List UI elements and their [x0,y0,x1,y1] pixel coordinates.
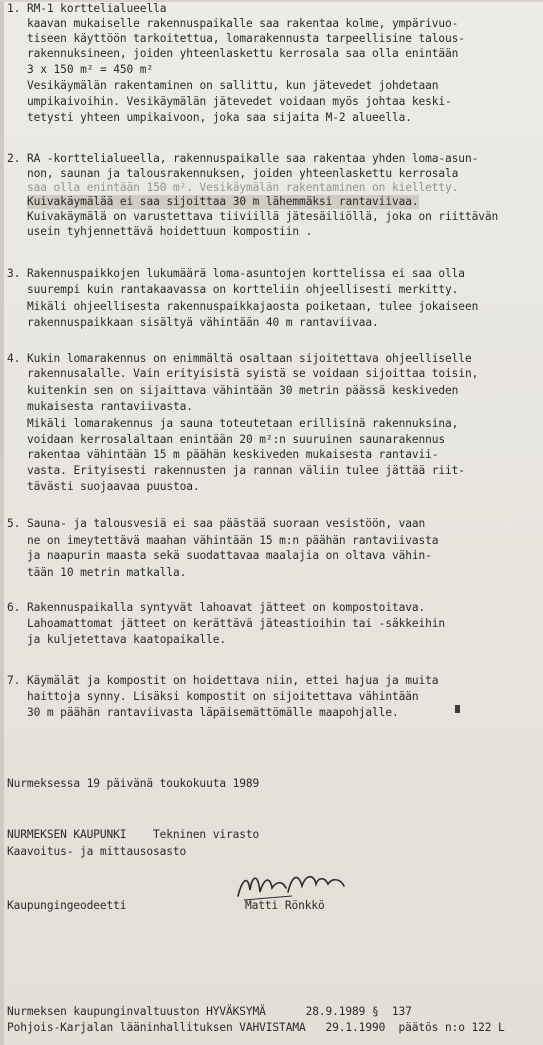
section-line: Mikäli lomarakennus ja sauna toteutetaan erillisinä rakennuksina, [27,417,459,430]
section-number: 3. [7,267,21,280]
section-line: ja kuljetettava kaatopaikalle. [27,633,227,646]
section-number: 6. [7,601,21,614]
section-line: Sauna- ja talousvesiä ei saa päästää suoraan vesistöön, vaan [27,517,426,530]
section-number: 2. [7,152,21,165]
section-line: ne on imeytettävä maahan vähintään 15 m:n päähän rantaviivasta [27,534,439,547]
section-line: ja naapurin maasta sekä suodattavaa maalajia on oltava vähin- [27,549,432,562]
section-line: tävästi suojaavaa puustoa. [27,480,200,493]
section-number: 4. [7,352,21,365]
section-line: Kuivakäymälä on varustettava tiiviillä jätesäiliöllä, joka on riittävän [27,210,499,223]
section-line: rakentaa vähintään 15 m päähän keskiveden mukaisesta rantavii- [27,448,439,461]
section-line: Rakennuspaikkojen lukumäärä loma-asuntojen korttelissa ei saa olla [27,267,465,280]
section-line: tetysti yhteen umpikaivoon, joka saa sijaita M-2 alueella. [27,111,412,124]
section-line: usein tyhjennettävä hoidettuun kompostiin . [27,225,313,238]
section-line: Rakennuspaikalla syntyvät lahoavat jätteet on kompostoitava. [27,601,426,614]
section-line: 30 m päähän rantaviivasta läpäisemättömälle maapohjalle. [27,706,399,719]
section-line: voidaan kerrosalaltaan enintään 20 m²:n suuruinen saunarakennus [27,433,446,446]
scan-edge-left [0,0,4,1045]
ink-mark [455,705,460,713]
section-line: Lahoamattomat jätteet on kerättävä jäteastioihin tai -säkkeihin [27,617,446,630]
section-line: suurempi kuin rantakaavassa on kortteliin ohjeellisesti merkitty. [27,283,459,296]
department-line: Kaavoitus- ja mittausosasto [7,845,187,858]
organization-line: NURMEKSEN KAUPUNKI Tekninen virasto [7,828,260,841]
section-number: 5. [7,517,21,530]
section-line: 3 x 150 m² = 450 m² [27,63,154,76]
section-line: tään 10 metrin matkalla. [27,566,187,579]
section-line: Käymälät ja kompostit on hoidettava niin, ettei hajua ja muita [27,674,439,687]
section-line: rakennusalalle. Vain erityisistä syistä se voidaan sijoittaa toisin, [27,367,479,380]
signer-name: Matti Rönkkö [245,899,325,912]
section-number: 1. [7,2,21,15]
section-line: haittoja synny. Lisäksi kompostit on sijoitettava vähintään [27,690,419,703]
section-line: mukaisesta rantaviivasta. [27,400,193,413]
section-line: kuitenkin sen on sijaittava vähintään 30 metrin päässä keskiveden [27,384,459,397]
approval-line: Nurmeksen kaupunginvaltuuston HYVÄKSYMÄ 28.9.1989 § 137 [7,1005,412,1018]
section-line: rakennuspaikkaan sisältyä vähintään 40 m rantaviivaa. [27,316,379,329]
section-line-faded: saa olla enintään 150 m². Vesikäymälän rakentaminen on kielletty. [27,181,459,194]
section-line: Vesikäymälän rakentaminen on sallittu, kun jätevedet johdetaan [27,79,439,92]
date-line: Nurmeksessa 19 päivänä toukokuuta 1989 [7,777,260,790]
section-line: Kuivakäymälää ei saa sijoittaa 30 m lähemmäksi rantaviivaa. [27,195,419,208]
section-line: RM-1 korttelialueella [27,2,167,15]
section-line: Kukin lomarakennus on enimmältä osaltaan sijoitettava ohjeelliselle [27,352,472,365]
section-number: 7. [7,674,21,687]
section-line: kaavan mukaiselle rakennuspaikalle saa rakentaa kolme, ympärivuo- [27,17,459,30]
section-line: non, saunan ja talousrakennuksen, joiden yhteenlaskettu kerrosala [27,167,459,180]
ratification-line: Pohjois-Karjalan lääninhallituksen VAHVISTAMA 29.1.1990 päätös n:o 122 L [7,1021,505,1034]
section-line: rakennuksineen, joiden yhteenlaskettu kerrosala saa olla enintään [27,47,459,60]
signer-role: Kaupungingeodeetti [7,899,127,912]
section-line: Mikäli ohjeellisesta rakennuspaikkajaosta poiketaan, tulee jokaiseen [27,300,479,313]
section-line: tiseen käyttöön tarkoitettua, lomarakennusta tarpeellisine talous- [27,32,465,45]
section-line: umpikaivoihin. Vesikäymälän jätevedet voidaan myös johtaa keski- [27,95,452,108]
section-line: RA -korttelialueella, rakennuspaikalle saa rakentaa yhden loma-asun- [27,152,479,165]
section-line: vasta. Erityisesti rakennusten ja rannan väliin tulee jättää riit- [27,464,465,477]
